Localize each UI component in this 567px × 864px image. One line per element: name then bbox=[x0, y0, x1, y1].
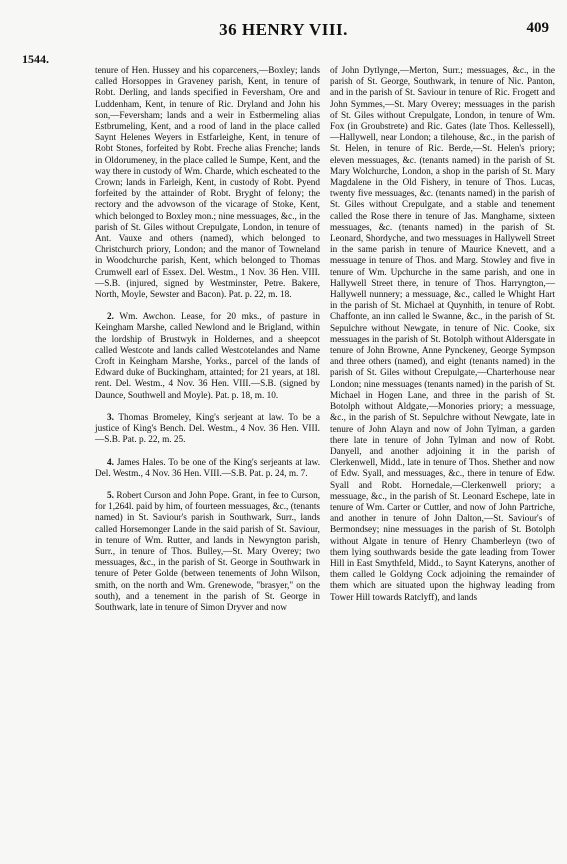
left-column bbox=[95, 66, 320, 614]
entry-text: of John Dytlynge,—Merton, Surr.; messuages, &c., in the parish of St. George, Southwark, in tenure of Nic. Panton, and in the parish of St. Saviour in tenure of Ric. Frogett and John Symmes,—St. Mary Overey; messuages in the parish of St. Giles without Crepulgate, London, in tenure of Wm. Fox (in Groubstrete) and Ric. Gates (late Thos. Kellessell),—Hallywell, near London; a tilehouse, &c., in the parish of St. Helen, in tenure of Ric. Berde,—St. Helen's priory; eleven messuages, &c. (tenants named) in the parish of St. Mary Wolchurche, London, a shop in the parish of St. Mary Magdalene in the Old Fishery, in tenure of Thos. Lucas, twenty five messuages, &c. (tenants named) in the parish of St. Giles without Crepulgate, and a stable and tenement called the Rose there in tenure of Jas. Manghame, sixteen messuages, &c. (tenants named) in the parish of St. Leonard, Shordyche, and two messuages in Hallywell Street in the same parish in tenure of Maurice Knevett, and a messuage in tenure of Thos. and Marg. Stowley and five in tenure of Wm. Upchurche in the same parish, and one in Hallywell Street there, in tenure of Thos. Harryngton,—Hallywell nunnery; a messuage, &c., called le Whight Hart in the parish of St. Michael at Quynhith, in tenure of Robt. Chaffonte, an inn called le Swanne, &c., in the parish of St. Sepulchre without Newgate, in tenure of Nic. Cooke, six messuages in the parish of St. Botolph without Aldersgate in tenure of John Browne, Anne Pynckeney, George Sympson and three others (named), and eight (tenants named) in the parish of St. Giles without Crepulgate,—Charterhouse near London; nine messuages (tenants named) in the parish of St. Michael in Hogen Lane, and three in the parish of St. Botolph without Aldgate,—Monories priory; a messuage, &c., in the parish of St. Sepulchre without Newgate, late in tenure of John Alayn and now of John Tylman, a garden there late in tenure of John Tylman and now of Robt. Danyell, and another adjoining it in the parish of Clerkenwell, Midd., late in tenure of Thos. Shether and now of Edw. Syall, and messuages, &c., there in tenure of Edw. Syall and Robt. Hornedale,—Clerkenwell priory; a messuage, &c., in the parish of St. Leonard Eschepe, late in tenure of Wm. Carter or Cuttler, and now of John Partriche, and another in tenure of John Dalton,—St. Saviour's of Bermondsey; nine messuages in the parish of St. Botolph without Algate in tenure of Henry Chamberleyn (two of them lying southwards beside the gate leading from Tower Hill in East Smythfeld, Midd., to Saynt Kateryns, another of them called le Goldyng Cock adjoining the remainder of them which are situated upon the highway leading from Tower Hill towards Ratclyff), and lands bbox=[330, 66, 555, 603]
entry-text: tenure of Hen. Hussey and his coparceners,—Boxley; lands called Horsoppes in Graveney parish, Kent, in tenure of Robt. Derling, and lands specified in Feversham, Ore and Luddenham, Kent, in tenure of Ric. Dryland and John his son,—Feversham; lands and a weir in Estbermeling alias Estbrumeling, Kent, and a rood of land in the place called Saynt Helenes Weyers in Estfarleighe, Kent, in tenure of Robt Stones, forfeited by Robt. Freche alias Frenche; lands in Oldorumeney, in the place called le Sumpe, Kent, and the way there in custody of Wm. Charde, which escheated to the Crown; lands in Farleigh, Kent, in custody of Robt. Pyend forfeited by the attainder of Robt. Bryght of felony; the rectory and the advowson of the vicarage of Stoke, Kent, which belonged to Boxley mon.; nine messuages, &c., in the parish of St. Giles without Crepulgate, London, in tenure of Ant. Vauxe and others (named), which belonged to Christchurch priory, London; and the manor of Towneland in Woodchurche parish, Kent, which belonged to Thomas Crumwell earl of Essex. Del. Westm., 1 Nov. 36 Hen. VIII.—S.B. (injured, signed by Westminster, Petre. Bakere, North, Moyle, Sewster and Bacon). Pat. p. 22, m. 18. bbox=[95, 66, 320, 301]
entry-number: 5. bbox=[107, 490, 114, 501]
entry-number: 4. bbox=[107, 457, 114, 468]
entry-3 bbox=[95, 413, 320, 447]
entry-text: Robert Curson and John Pope. Grant, in fee to Curson, for 1,264l. paid by him, of fourteen messuages, &c., (tenants named) in St. Saviour's parish in Southwark, Surr., lands called Horsemonger Lande in the said parish of St. Saviour, in tenure of Wm. Rutter, and lands in Newyngton parish, Surr., in tenure of Thos. Bulley,—St. Mary Overey; two messuages, &c., in the parish of St. George in Southwark in tenure of Peter Golde (between tenements of John Wilson, smith, on the north and Wm. Grenewode, "brasyer," on the south), and a tenement in the parish of St. George in Southwark, late in tenure of Simon Dryver and now bbox=[95, 490, 321, 613]
entry-text: Wm. Awchon. Lease, for 20 mks., of pasture in Keingham Marshe, called Newlond and le Brigland, within the lordship of Brustwyk in Holdernes, and a sheepcot called Westcote and lands called Westcotelandes and Name Croft in Keingham Marshe, Yorks., parcel of the lands of Edward duke of Buckingham, attainted; for 21 years, at 18l. rent. Del. Westm., 4 Nov. 36 Hen. VIII.—S.B. (signed by Daunce, Southwell and Moyle). Pat. p. 18, m. 10. bbox=[95, 312, 320, 401]
entry-text: Thomas Bromeley, King's serjeant at law. To be a justice of King's Bench. Del. Westm., 4 Nov. 36 Hen. VIII.—S.B. Pat. p. 22, m. 25. bbox=[95, 412, 320, 446]
entry-2 bbox=[95, 312, 320, 402]
entry-text: James Hales. To be one of the King's serjeants at law. Del. Westm., 4 Nov. 36 Hen. VIII.—S.B. Pat. p. 24, m. 7. bbox=[95, 457, 321, 479]
entry-5 bbox=[95, 491, 320, 614]
margin-year: 1544. bbox=[22, 52, 49, 66]
running-head-title: 36 HENRY VIII. bbox=[219, 20, 348, 39]
entry-number: 2. bbox=[107, 312, 114, 323]
right-column bbox=[330, 66, 555, 604]
entry-number: 3. bbox=[107, 412, 114, 423]
entry-continuation bbox=[330, 66, 555, 604]
entry-4 bbox=[95, 458, 320, 480]
entry-continuation bbox=[95, 66, 320, 301]
page-number: 409 bbox=[526, 20, 549, 36]
